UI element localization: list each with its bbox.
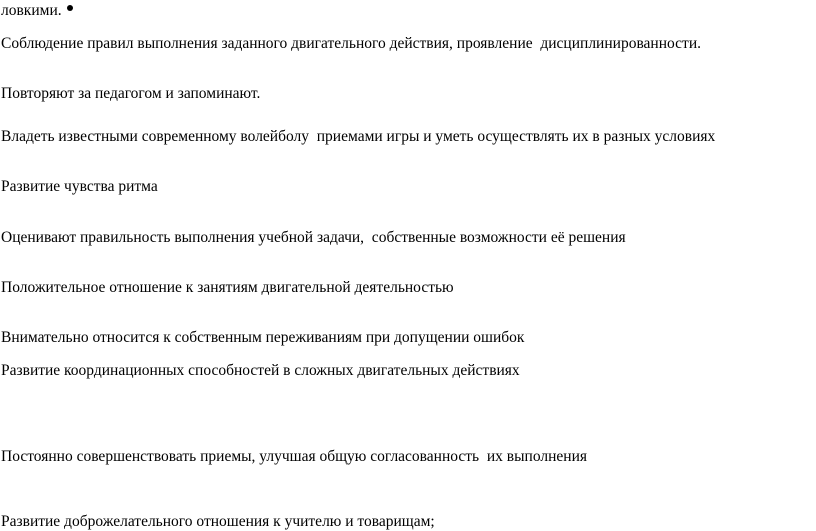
text-line: Положительное отношение к занятиям двигательной деятельностью [1,279,454,296]
text-line: Повторяют за педагогом и запоминают. [1,85,261,102]
line-text: ловкими. [1,2,62,19]
text-line: Соблюдение правил выполнения заданного двигательного действия, проявление дисциплинированности. [1,35,701,52]
text-line: Постоянно совершенствовать приемы, улучшая общую согласованность их выполнения [1,448,587,465]
text-line: Оценивают правильность выполнения учебной задачи, собственные возможности её решения [1,229,626,246]
text-line: Развитие доброжелательного отношения к учителю и товарищам; [1,513,435,530]
bullet-icon [67,5,73,11]
text-line: Развитие чувства ритма [1,178,158,195]
text-line: Развитие координационных способностей в сложных двигательных действиях [1,362,520,379]
text-line [1,2,73,20]
text-line: Внимательно относится к собственным переживаниям при допущении ошибок [1,329,525,346]
text-line: Владеть известными современному волейболу приемами игры и уметь осуществлять их в разных условиях [1,128,716,145]
